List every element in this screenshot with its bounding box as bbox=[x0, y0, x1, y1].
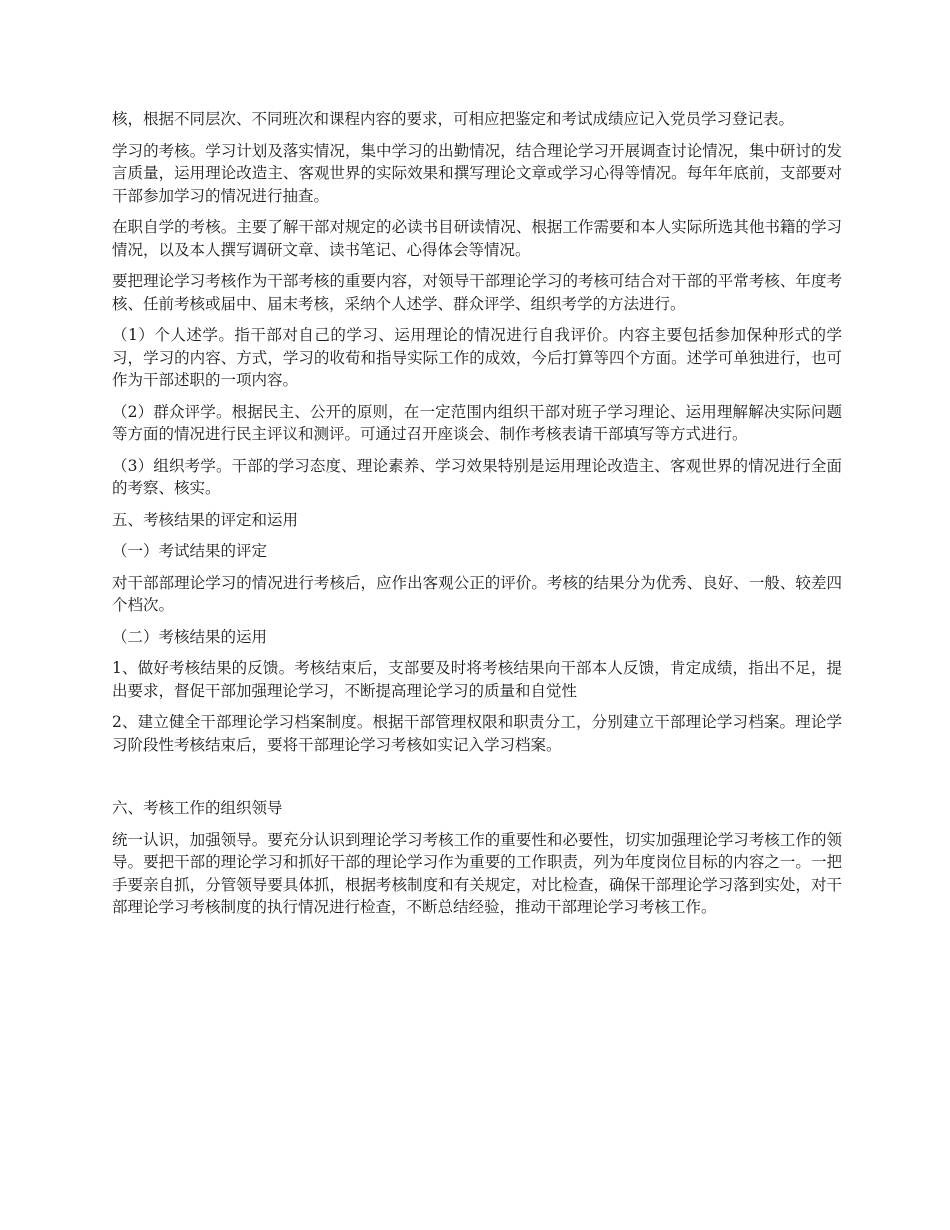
paragraph-public-evaluation: （2）群众评学。根据民主、公开的原则，在一定范围内组织干部对班子学习理论、运用理解解决实际问题等方面的情况进行民主评议和测评。可通过召开座谈会、制作考核表请干部填写等方式进行。 bbox=[112, 402, 842, 443]
subheading-result-evaluation: （一）考试结果的评定 bbox=[112, 542, 268, 560]
paragraph-self-study-assessment: 在职自学的考核。主要了解干部对规定的必读书目研读情况、根据工作需要和本人实际所选其他书籍的学习情况，以及本人撰写调研文章、读书笔记、心得体会等情况。 bbox=[112, 218, 842, 259]
subheading-result-use: （二）考核结果的运用 bbox=[112, 627, 268, 646]
paragraph-personal-report: （1）个人述学。指干部对自己的学习、运用理论的情况进行自我评价。内容主要包括参加保种形式的学习，学习的内容、方式，学习的收荀和指导实际工作的成效，今后打算等四个方面。述学可单独进行，也可作为干部述职的一项内容。 bbox=[112, 326, 842, 389]
paragraph-archive-system: 2、建立健全干部理论学习档案制度。根据干部管理权限和职责分工，分别建立干部理论学习档案。理论学习阶段性考核结束后，要将干部理论学习考核如实记入学习档案。 bbox=[112, 713, 842, 754]
paragraph-result-evaluation: 对干部部理论学习的情况进行考核后，应作出客观公正的评价。考核的结果分为优秀、良好、一般、较差四个档次。 bbox=[112, 573, 842, 614]
paragraph-feedback: 1、做好考核结果的反馈。考核结束后，支部要及时将考核结果向干部本人反馈，肯定成绩，指出不足，提出要求，督促干部加强理论学习，不断提高理论学习的质量和自觉性 bbox=[112, 659, 842, 700]
paragraph-study-assessment: 学习的考核。学习计划及落实情况，集中学习的出勤情况，结合理论学习开展调查讨论情况，集中研讨的发言质量，运用理论改造主、客观世界的实际效果和撰写理论文章或学习心得等情况。每年年底前，支部要对干部参加学习的情况进行抽查。 bbox=[112, 141, 842, 205]
paragraph-organizational-review: （3）组织考学。干部的学习态度、理论素养、学习效果特别是运用理论改造主、客观世界的情况进行全面的考察、核实。 bbox=[112, 456, 842, 497]
section-heading-five: 五、考核结果的评定和运用 bbox=[112, 510, 299, 529]
document-body bbox=[112, 108, 842, 928]
paragraph-registration: 核，根据不同层次、不同班次和课程内容的要求，可相应把鉴定和考试成绩应记入党员学习登记表。 bbox=[112, 110, 795, 128]
blank-line bbox=[112, 765, 842, 797]
paragraph-leader-assessment: 要把理论学习考核作为干部考核的重要内容，对领导干部理论学习的考核可结合对干部的平常考核、年度考核、任前考核或届中、届末考核，采纳个人述学、群众评学、组织考学的方法进行。 bbox=[112, 272, 842, 313]
paragraph-leadership: 统一认识，加强领导。要充分认识到理论学习考核工作的重要性和必要性，切实加强理论学习考核工作的领导。要把干部的理论学习和抓好干部的理论学习作为重要的工作职责，列为年度岗位目标的内容之一。一把手要亲自抓，分管领导要具体抓，根据考核制度和有关规定，对比检查，确保干部理论学习落到实处，对干部理论学习考核制度的执行情况进行检查，不断总结经验，推动干部理论学习考核工作。 bbox=[112, 830, 842, 916]
section-heading-six: 六、考核工作的组织领导 bbox=[112, 799, 283, 817]
